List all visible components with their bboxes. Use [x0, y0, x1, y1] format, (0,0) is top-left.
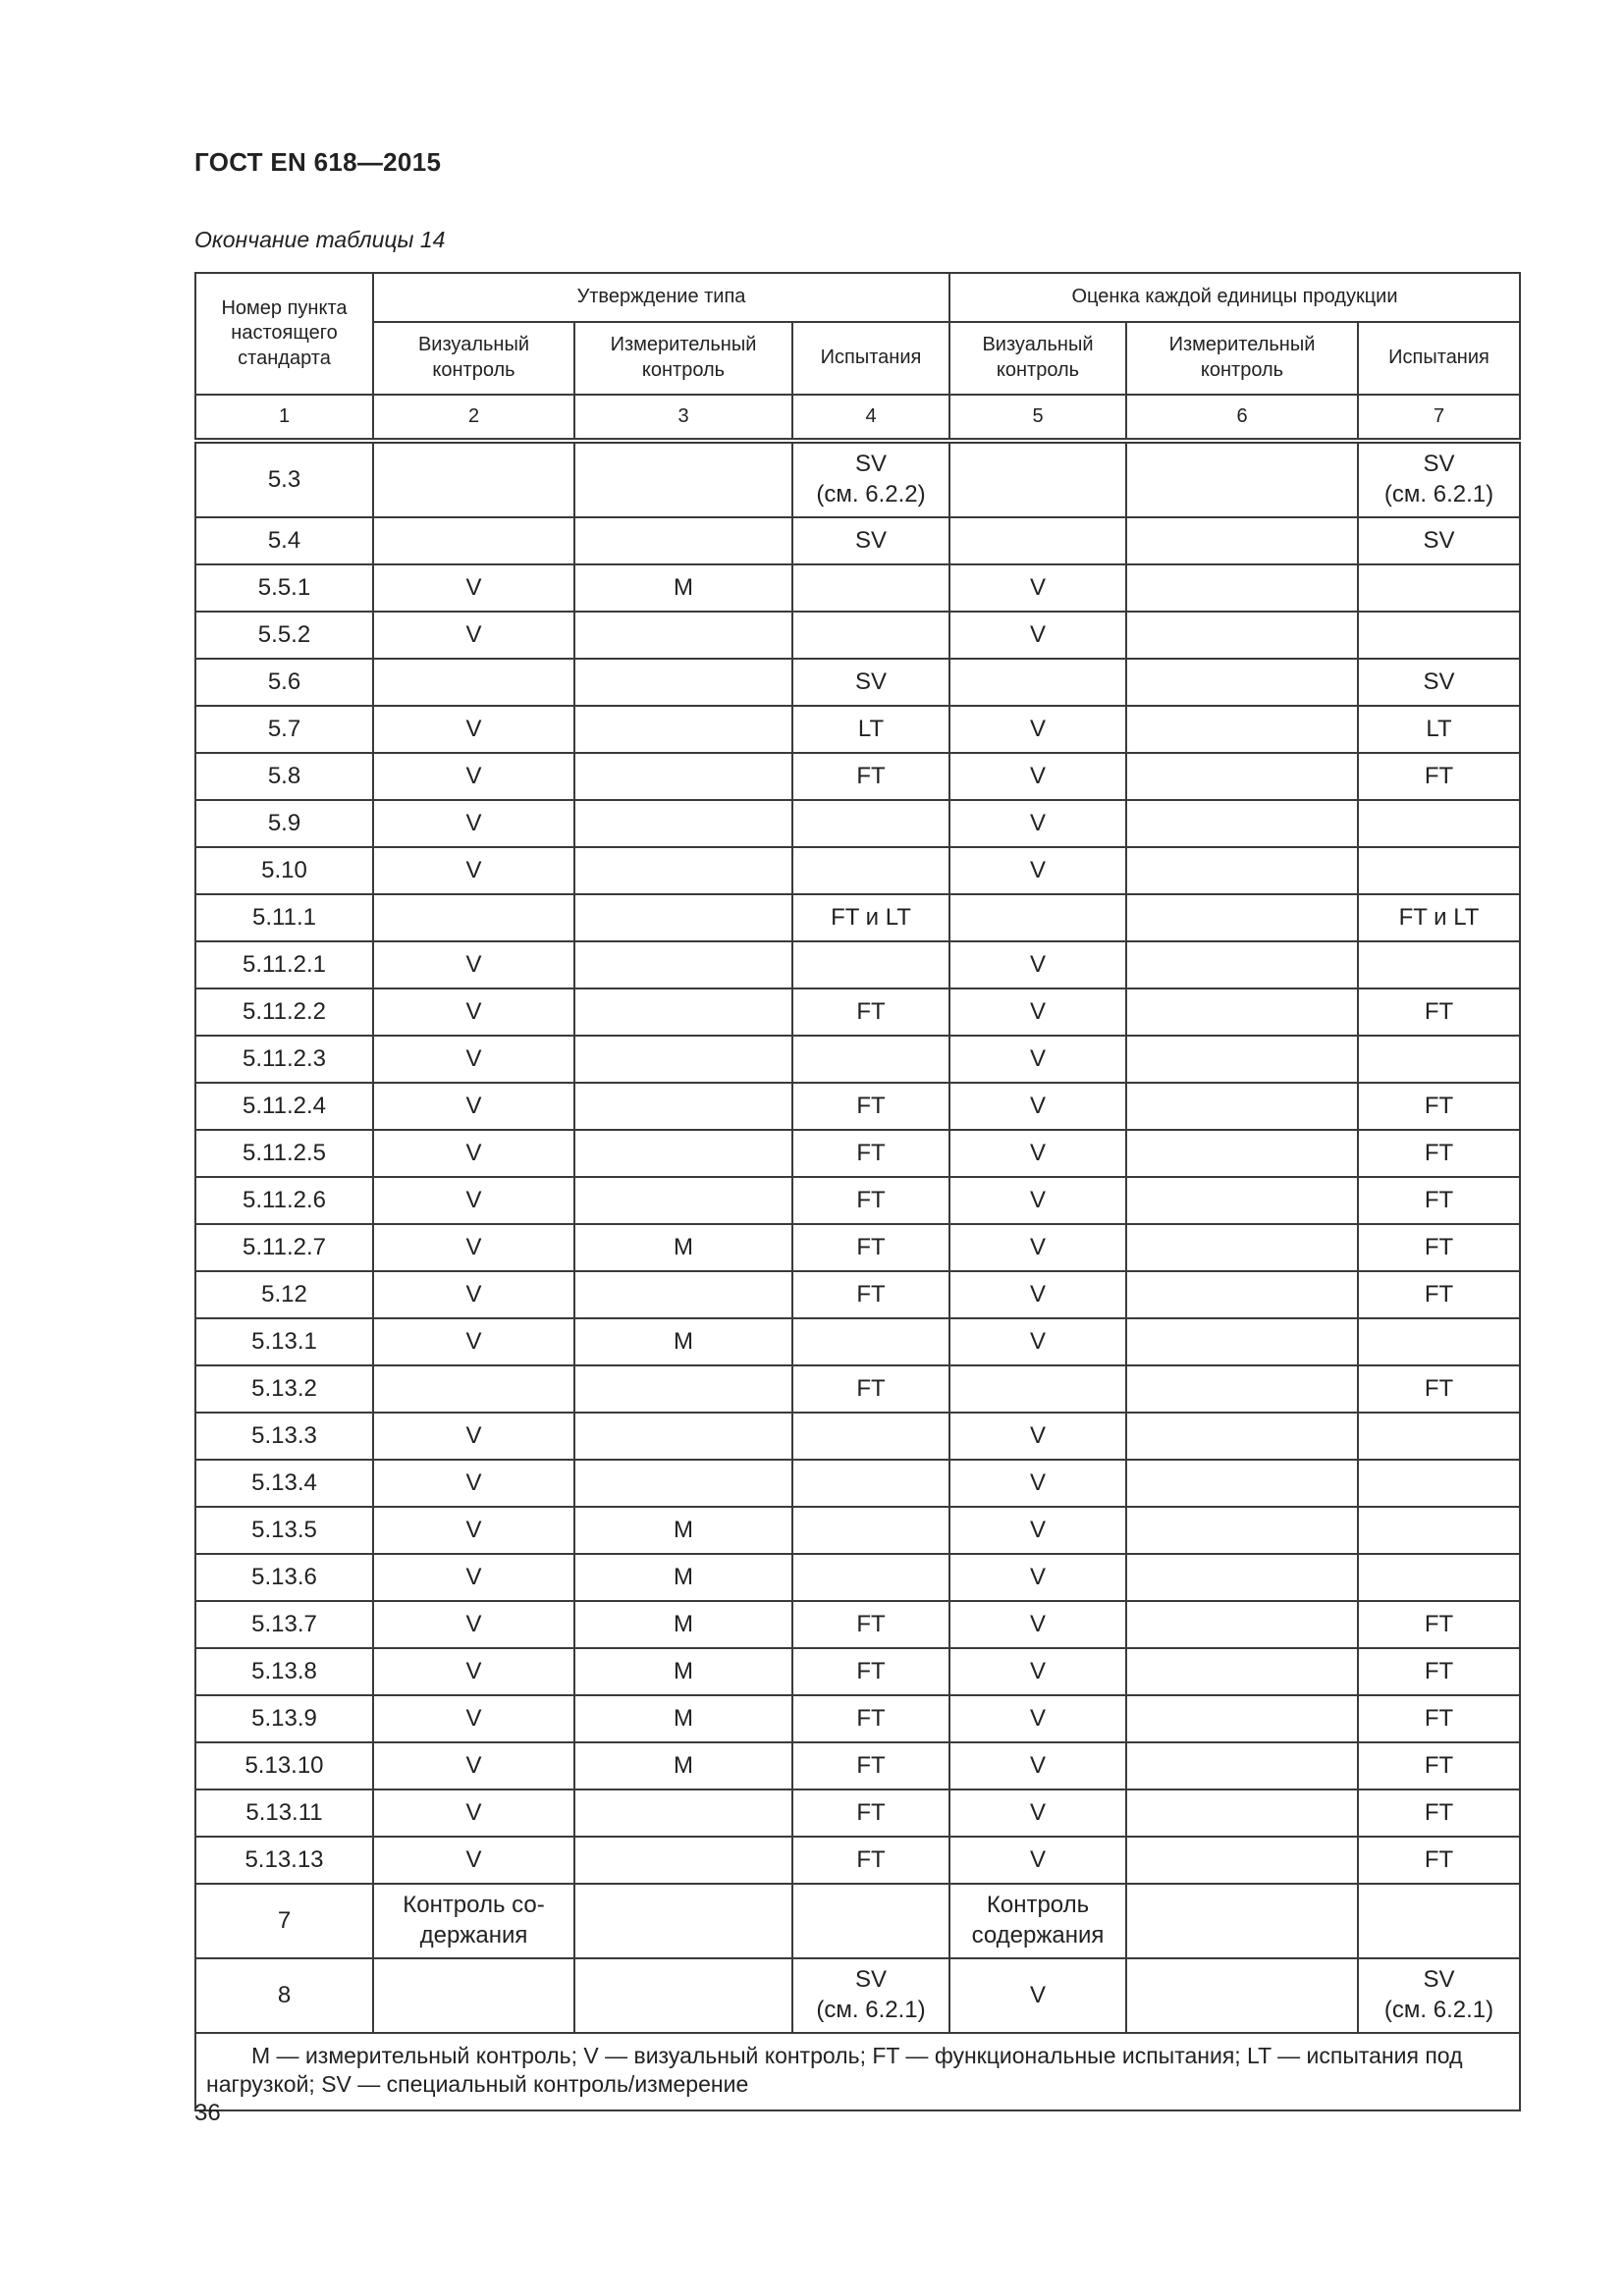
table-cell: FT [792, 1083, 949, 1130]
table-cell [574, 1271, 792, 1318]
table-cell: V [373, 1601, 574, 1648]
table-cell [574, 659, 792, 706]
table-cell [1126, 1554, 1358, 1601]
table-cell: FT [792, 1601, 949, 1648]
table-cell: V [949, 612, 1126, 659]
table-cell [1358, 1318, 1520, 1365]
table-cell [373, 441, 574, 517]
clause-number-cell: 5.11.2.7 [195, 1224, 373, 1271]
table-row [195, 441, 1520, 517]
table-cell [949, 1365, 1126, 1413]
table-cell [1126, 1318, 1358, 1365]
table-cell: FT [1358, 1365, 1520, 1413]
table-cell [373, 659, 574, 706]
table-cell: FT [792, 1648, 949, 1695]
clause-number-cell: 5.13.10 [195, 1742, 373, 1789]
table-cell: V [373, 1036, 574, 1083]
table-cell [1126, 1130, 1358, 1177]
table-cell: V [373, 1318, 574, 1365]
table-cell [1358, 847, 1520, 894]
table-row [195, 894, 1520, 941]
column-number-row [195, 395, 1520, 441]
table-row [195, 847, 1520, 894]
table-cell: FT [1358, 988, 1520, 1036]
table-row [195, 1413, 1520, 1460]
table-cell [574, 1413, 792, 1460]
clause-number-cell: 5.13.2 [195, 1365, 373, 1413]
table-cell [1358, 800, 1520, 847]
table-cell [792, 1507, 949, 1554]
table-cell: V [373, 1413, 574, 1460]
table-cell [574, 800, 792, 847]
table-cell [1126, 753, 1358, 800]
table-row [195, 659, 1520, 706]
table-cell [574, 612, 792, 659]
table-cell: M [574, 1318, 792, 1365]
table-cell [1358, 941, 1520, 988]
clause-number-cell: 5.3 [195, 441, 373, 517]
table-cell: V [373, 1177, 574, 1224]
table-cell: V [373, 753, 574, 800]
table-cell: V [373, 1130, 574, 1177]
table-cell: V [949, 1601, 1126, 1648]
table-cell: FT [792, 1365, 949, 1413]
table-row [195, 941, 1520, 988]
table-cell [1126, 1789, 1358, 1837]
table-cell: V [949, 800, 1126, 847]
table-cell: FT и LT [1358, 894, 1520, 941]
table-cell: SV (см. 6.2.1) [792, 1958, 949, 2033]
clause-number-cell: 5.13.5 [195, 1507, 373, 1554]
table-cell [1126, 1884, 1358, 1958]
table-cell: V [949, 1742, 1126, 1789]
table-cell [1126, 1601, 1358, 1648]
clause-number-cell: 5.4 [195, 517, 373, 564]
header-type-approval: Утверждение типа [373, 273, 949, 322]
table-cell: M [574, 1224, 792, 1271]
table-cell: V [373, 706, 574, 753]
table-cell: FT и LT [792, 894, 949, 941]
table-row [195, 1130, 1520, 1177]
table-cell [574, 517, 792, 564]
table-cell [1126, 1177, 1358, 1224]
table-cell [1358, 1507, 1520, 1554]
table-cell [949, 517, 1126, 564]
table-cell: SV [792, 659, 949, 706]
subheader-visual-2: Визуальный контроль [949, 322, 1126, 395]
clause-number-cell: 5.8 [195, 753, 373, 800]
table-row [195, 1365, 1520, 1413]
table-row [195, 1601, 1520, 1648]
table-cell [1126, 988, 1358, 1036]
table-cell: FT [792, 1695, 949, 1742]
table-cell: V [949, 753, 1126, 800]
clause-number-cell: 5.13.8 [195, 1648, 373, 1695]
table-cell: FT [1358, 753, 1520, 800]
clause-number-cell: 5.7 [195, 706, 373, 753]
table-row [195, 1789, 1520, 1837]
table-cell [1126, 1837, 1358, 1884]
table-cell [1126, 441, 1358, 517]
table-cell [1358, 564, 1520, 612]
table-cell: V [373, 1648, 574, 1695]
table-cell: V [949, 1789, 1126, 1837]
table-row [195, 1742, 1520, 1789]
table-cell: M [574, 1648, 792, 1695]
table-cell: V [949, 1460, 1126, 1507]
table-cell [792, 1318, 949, 1365]
table-cell [1126, 1507, 1358, 1554]
table-cell: V [949, 1554, 1126, 1601]
table-cell: V [373, 1083, 574, 1130]
table-cell: V [949, 1271, 1126, 1318]
table-cell: FT [1358, 1648, 1520, 1695]
table-cell: FT [792, 1837, 949, 1884]
table-cell: V [373, 941, 574, 988]
table-cell [1358, 1460, 1520, 1507]
table-cell: FT [1358, 1601, 1520, 1648]
table-cell: FT [1358, 1742, 1520, 1789]
clause-number-cell: 5.13.9 [195, 1695, 373, 1742]
table-row [195, 753, 1520, 800]
table-note-text: M — измерительный контроль; V — визуальный контроль; FT — функциональные испытания; LT — испытания под нагрузкой; SV — специальный контроль/измерение [206, 2043, 1463, 2098]
table-row [195, 1648, 1520, 1695]
table-cell [792, 1036, 949, 1083]
clause-number-cell: 5.11.2.6 [195, 1177, 373, 1224]
clause-number-cell: 5.13.6 [195, 1554, 373, 1601]
table-cell: FT [1358, 1789, 1520, 1837]
table-cell [574, 706, 792, 753]
header-unit-assessment: Оценка каждой единицы продукции [949, 273, 1520, 322]
table-cell [574, 1083, 792, 1130]
table-cell [949, 659, 1126, 706]
subheader-tests-2: Испытания [1358, 322, 1520, 395]
table-row [195, 1460, 1520, 1507]
clause-number-cell: 5.6 [195, 659, 373, 706]
table-cell [792, 612, 949, 659]
header-clause-number: Номер пункта настоящего стандарта [195, 273, 373, 395]
column-number: 2 [373, 395, 574, 441]
table-cell: SV (см. 6.2.2) [792, 441, 949, 517]
table-cell: FT [792, 1130, 949, 1177]
table-cell: V [373, 1742, 574, 1789]
table-cell: V [949, 941, 1126, 988]
clause-number-cell: 5.13.7 [195, 1601, 373, 1648]
table-cell [1126, 1695, 1358, 1742]
table-row [195, 1036, 1520, 1083]
table-cell [792, 941, 949, 988]
column-number: 7 [1358, 395, 1520, 441]
table-cell [792, 1460, 949, 1507]
table-cell: V [373, 988, 574, 1036]
table-cell: FT [1358, 1271, 1520, 1318]
table-cell: M [574, 1742, 792, 1789]
table-cell [574, 1460, 792, 1507]
table-cell [373, 1365, 574, 1413]
table-cell: V [373, 1695, 574, 1742]
table-cell: V [373, 1554, 574, 1601]
table-cell [574, 1177, 792, 1224]
table-cell [1126, 894, 1358, 941]
table-cell [574, 941, 792, 988]
table-cell: LT [792, 706, 949, 753]
table-cell: V [373, 612, 574, 659]
table-cell: V [949, 1958, 1126, 2033]
table-cell [1126, 1648, 1358, 1695]
table-cell: V [949, 1648, 1126, 1695]
table-cell: V [373, 1507, 574, 1554]
table-cell [792, 1554, 949, 1601]
table-cell [1126, 847, 1358, 894]
table-cell: V [949, 1177, 1126, 1224]
clause-number-cell: 5.11.2.4 [195, 1083, 373, 1130]
table-cell: V [949, 1036, 1126, 1083]
table-cell [1126, 1271, 1358, 1318]
table-cell: V [949, 1413, 1126, 1460]
clause-number-cell: 5.5.1 [195, 564, 373, 612]
table-row [195, 1554, 1520, 1601]
table-cell: FT [1358, 1695, 1520, 1742]
table-cell [373, 517, 574, 564]
subheader-visual-1: Визуальный контроль [373, 322, 574, 395]
table-caption: Окончание таблицы 14 [194, 227, 446, 252]
clause-number-cell: 5.13.4 [195, 1460, 373, 1507]
table-row [195, 564, 1520, 612]
table-cell: V [373, 1460, 574, 1507]
table-cell: Контроль содержания [949, 1884, 1126, 1958]
clause-number-cell: 5.11.2.2 [195, 988, 373, 1036]
table-cell: FT [792, 1224, 949, 1271]
inspection-table [194, 272, 1521, 2111]
table-cell [1358, 1884, 1520, 1958]
table-cell [792, 564, 949, 612]
table-cell [1126, 612, 1358, 659]
clause-number-cell: 8 [195, 1958, 373, 2033]
table-cell [792, 1884, 949, 1958]
table-cell [574, 894, 792, 941]
clause-number-cell: 5.11.2.1 [195, 941, 373, 988]
table-cell [574, 441, 792, 517]
table-row [195, 800, 1520, 847]
column-number: 5 [949, 395, 1126, 441]
table-cell: V [949, 1083, 1126, 1130]
subheader-measuring-1: Измерительный контроль [574, 322, 792, 395]
table-cell: FT [792, 988, 949, 1036]
table-cell: V [949, 706, 1126, 753]
table-cell: FT [1358, 1177, 1520, 1224]
table-cell: V [949, 1695, 1126, 1742]
table-cell [574, 1884, 792, 1958]
table-cell [574, 847, 792, 894]
table-cell [1126, 1742, 1358, 1789]
table-cell: V [373, 564, 574, 612]
table-cell [574, 1365, 792, 1413]
table-cell [1126, 1365, 1358, 1413]
table-cell [574, 753, 792, 800]
table-cell: FT [792, 1789, 949, 1837]
column-number: 3 [574, 395, 792, 441]
table-row [195, 706, 1520, 753]
table-cell [574, 1837, 792, 1884]
table-cell: M [574, 1601, 792, 1648]
table-cell: Контроль со- держания [373, 1884, 574, 1958]
table-row [195, 517, 1520, 564]
clause-number-cell: 5.11.2.5 [195, 1130, 373, 1177]
table-cell: V [949, 988, 1126, 1036]
table-cell [1358, 612, 1520, 659]
clause-number-cell: 5.9 [195, 800, 373, 847]
table-cell: V [373, 1837, 574, 1884]
table-cell: V [949, 564, 1126, 612]
document-title: ГОСТ EN 618—2015 [194, 147, 442, 177]
table-row [195, 1837, 1520, 1884]
table-cell: V [373, 1271, 574, 1318]
table-cell [1126, 659, 1358, 706]
table-note [195, 2033, 1520, 2110]
table-cell: V [373, 1789, 574, 1837]
subheader-tests-1: Испытания [792, 322, 949, 395]
table-cell: V [949, 1224, 1126, 1271]
table-cell: FT [1358, 1130, 1520, 1177]
table-cell: LT [1358, 706, 1520, 753]
column-number: 4 [792, 395, 949, 441]
column-number: 6 [1126, 395, 1358, 441]
table-cell: FT [792, 1742, 949, 1789]
table-cell: FT [1358, 1224, 1520, 1271]
clause-number-cell: 5.13.3 [195, 1413, 373, 1460]
table-cell [1126, 1036, 1358, 1083]
table-cell [1126, 800, 1358, 847]
table-row [195, 1695, 1520, 1742]
table-cell [792, 800, 949, 847]
table-cell [574, 1036, 792, 1083]
table-cell: FT [792, 753, 949, 800]
table-cell [1126, 1460, 1358, 1507]
table-body [195, 441, 1520, 2033]
table-cell [1126, 706, 1358, 753]
table-cell: V [373, 847, 574, 894]
table-cell [373, 1958, 574, 2033]
table-cell [1126, 1224, 1358, 1271]
table-cell [792, 847, 949, 894]
table-cell: V [949, 1507, 1126, 1554]
table-cell: SV (см. 6.2.1) [1358, 441, 1520, 517]
table-cell [373, 894, 574, 941]
table-cell: FT [1358, 1837, 1520, 1884]
table-cell: SV [792, 517, 949, 564]
table-cell [949, 894, 1126, 941]
table-cell: M [574, 1695, 792, 1742]
table-cell [574, 988, 792, 1036]
table-row [195, 612, 1520, 659]
table-row [195, 1884, 1520, 1958]
table-cell [1358, 1413, 1520, 1460]
clause-number-cell: 5.11.2.3 [195, 1036, 373, 1083]
table-cell [1126, 1413, 1358, 1460]
table-cell [574, 1958, 792, 2033]
subheader-measuring-2: Измерительный контроль [1126, 322, 1358, 395]
table-cell: SV [1358, 659, 1520, 706]
clause-number-cell: 5.13.11 [195, 1789, 373, 1837]
table-cell: V [949, 847, 1126, 894]
table-row [195, 1958, 1520, 2033]
table-row [195, 1224, 1520, 1271]
table-cell: SV [1358, 517, 1520, 564]
table-cell: FT [792, 1177, 949, 1224]
clause-number-cell: 5.11.1 [195, 894, 373, 941]
table-cell: V [373, 1224, 574, 1271]
table-cell [1126, 1083, 1358, 1130]
clause-number-cell: 5.13.13 [195, 1837, 373, 1884]
table-row [195, 1177, 1520, 1224]
table-cell [574, 1130, 792, 1177]
table-cell: M [574, 1507, 792, 1554]
table-row [195, 1271, 1520, 1318]
clause-number-cell: 5.13.1 [195, 1318, 373, 1365]
table-cell: M [574, 1554, 792, 1601]
clause-number-cell: 5.12 [195, 1271, 373, 1318]
clause-number-cell: 7 [195, 1884, 373, 1958]
table-cell [1126, 941, 1358, 988]
page-number: 36 [194, 2100, 221, 2126]
table-cell: V [949, 1130, 1126, 1177]
table-row [195, 1083, 1520, 1130]
table-cell: M [574, 564, 792, 612]
clause-number-cell: 5.5.2 [195, 612, 373, 659]
table-row [195, 1318, 1520, 1365]
table-cell: FT [792, 1271, 949, 1318]
table-cell [574, 1789, 792, 1837]
table-cell: V [949, 1318, 1126, 1365]
clause-number-cell: 5.10 [195, 847, 373, 894]
table-cell [1126, 517, 1358, 564]
table-row [195, 988, 1520, 1036]
table-cell: V [373, 800, 574, 847]
table-cell: V [949, 1837, 1126, 1884]
column-number: 1 [195, 395, 373, 441]
table-cell [1358, 1036, 1520, 1083]
table-cell: SV (см. 6.2.1) [1358, 1958, 1520, 2033]
table-cell [949, 441, 1126, 517]
table-row [195, 1507, 1520, 1554]
table-cell [1126, 1958, 1358, 2033]
table-cell [792, 1413, 949, 1460]
table-cell [1126, 564, 1358, 612]
table-cell: FT [1358, 1083, 1520, 1130]
table-cell [1358, 1554, 1520, 1601]
